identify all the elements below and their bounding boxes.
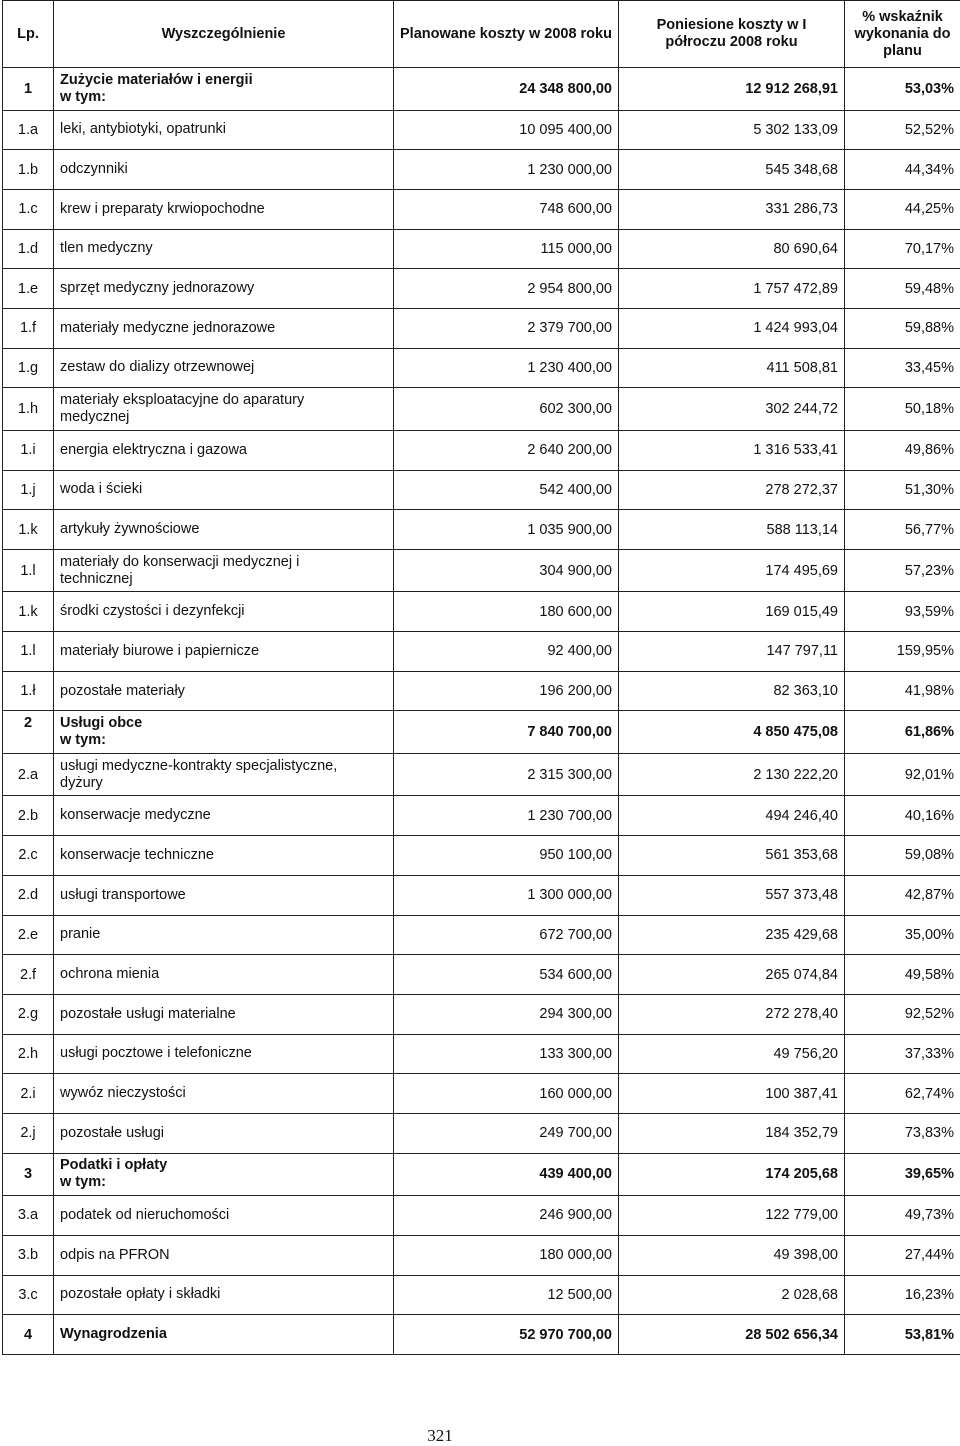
- cell-exec: 174 495,69: [619, 549, 845, 592]
- cell-name-line: krew i preparaty krwiopochodne: [60, 201, 387, 218]
- header-pct: % wskaźnik wykonania do planu: [845, 1, 960, 68]
- page-number: 321: [0, 1426, 880, 1446]
- cell-plan: 1 230 000,00: [394, 150, 619, 190]
- table-row: [3, 510, 960, 550]
- cell-pct: 73,83%: [845, 1113, 960, 1153]
- cell-name: [54, 150, 394, 190]
- cell-name: [54, 711, 394, 754]
- cell-lp: 2.e: [3, 915, 54, 955]
- cell-pct: 35,00%: [845, 915, 960, 955]
- cell-name: [54, 1315, 394, 1355]
- cell-plan: 12 500,00: [394, 1275, 619, 1315]
- cell-name-line-2: w tym:: [60, 732, 387, 749]
- cell-exec: 272 278,40: [619, 994, 845, 1034]
- cell-exec: 331 286,73: [619, 189, 845, 229]
- cell-name-line: wywóz nieczystości: [60, 1085, 387, 1102]
- cell-exec: 80 690,64: [619, 229, 845, 269]
- cell-name-line: Wynagrodzenia: [60, 1326, 387, 1343]
- table-row: [3, 1034, 960, 1074]
- cell-name-line: pozostałe opłaty i składki: [60, 1286, 387, 1303]
- cell-name-line: leki, antybiotyki, opatrunki: [60, 121, 387, 138]
- table-row: [3, 1235, 960, 1275]
- cell-plan: 115 000,00: [394, 229, 619, 269]
- cell-plan: 160 000,00: [394, 1074, 619, 1114]
- cell-lp: 1.k: [3, 592, 54, 632]
- cell-name: [54, 1196, 394, 1236]
- cell-name-line: woda i ścieki: [60, 481, 387, 498]
- header-exec: Poniesione koszty w I półroczu 2008 roku: [619, 1, 845, 68]
- cell-exec: 174 205,68: [619, 1153, 845, 1196]
- cell-plan: 180 000,00: [394, 1235, 619, 1275]
- cell-name-line: sprzęt medyczny jednorazowy: [60, 280, 387, 297]
- cell-name-line: ochrona mienia: [60, 966, 387, 983]
- cell-lp: 3.a: [3, 1196, 54, 1236]
- cell-pct: 41,98%: [845, 671, 960, 711]
- cell-plan: 1 230 700,00: [394, 796, 619, 836]
- cell-name-line-2: w tym:: [60, 1174, 387, 1191]
- cell-plan: 294 300,00: [394, 994, 619, 1034]
- cell-name: [54, 510, 394, 550]
- table-row: [3, 388, 960, 431]
- header-lp: Lp.: [3, 1, 54, 68]
- cell-lp: 1.b: [3, 150, 54, 190]
- cell-name: [54, 915, 394, 955]
- cell-exec: 169 015,49: [619, 592, 845, 632]
- cell-name-line: usługi medyczne-kontrakty specjalistyczne,: [60, 758, 387, 775]
- cell-lp: 2.a: [3, 753, 54, 796]
- cell-pct: 33,45%: [845, 348, 960, 388]
- cell-name: [54, 1153, 394, 1196]
- table-row: [3, 308, 960, 348]
- table-row: [3, 711, 960, 754]
- cell-plan: 249 700,00: [394, 1113, 619, 1153]
- cell-name-line: Podatki i opłaty: [60, 1157, 387, 1174]
- cell-lp: 2.i: [3, 1074, 54, 1114]
- cell-lp: 1.l: [3, 549, 54, 592]
- cell-plan: 439 400,00: [394, 1153, 619, 1196]
- cell-plan: 1 300 000,00: [394, 875, 619, 915]
- cell-name: [54, 796, 394, 836]
- cell-pct: 16,23%: [845, 1275, 960, 1315]
- cell-lp: 3.b: [3, 1235, 54, 1275]
- cell-name: [54, 470, 394, 510]
- table-row: [3, 470, 960, 510]
- cell-lp: 1.e: [3, 269, 54, 309]
- cell-lp: 1.j: [3, 470, 54, 510]
- table-row: [3, 753, 960, 796]
- cell-exec: 2 130 222,20: [619, 753, 845, 796]
- cell-lp: 2.d: [3, 875, 54, 915]
- cell-name-line: usługi transportowe: [60, 887, 387, 904]
- table-row: [3, 110, 960, 150]
- table-row: [3, 994, 960, 1034]
- cell-name-line: tlen medyczny: [60, 240, 387, 257]
- cell-plan: 304 900,00: [394, 549, 619, 592]
- cell-exec: 494 246,40: [619, 796, 845, 836]
- cell-exec: 302 244,72: [619, 388, 845, 431]
- cell-exec: 82 363,10: [619, 671, 845, 711]
- cell-lp: 1.l: [3, 632, 54, 672]
- cell-lp: 1.d: [3, 229, 54, 269]
- cell-pct: 62,74%: [845, 1074, 960, 1114]
- table-row: [3, 955, 960, 995]
- cell-name-line: pranie: [60, 926, 387, 943]
- cell-name-line-2: dyżury: [60, 775, 387, 792]
- cell-exec: 2 028,68: [619, 1275, 845, 1315]
- cell-lp: 1.c: [3, 189, 54, 229]
- table-row: [3, 671, 960, 711]
- cell-plan: 2 379 700,00: [394, 308, 619, 348]
- cell-name: [54, 430, 394, 470]
- cell-plan: 748 600,00: [394, 189, 619, 229]
- cell-exec: 278 272,37: [619, 470, 845, 510]
- table-row: [3, 1113, 960, 1153]
- table-row: [3, 229, 960, 269]
- cell-plan: 133 300,00: [394, 1034, 619, 1074]
- cell-pct: 56,77%: [845, 510, 960, 550]
- cell-lp: 1.g: [3, 348, 54, 388]
- cell-name: [54, 1034, 394, 1074]
- cell-name: [54, 348, 394, 388]
- cell-name-line: pozostałe usługi: [60, 1125, 387, 1142]
- cell-name: [54, 189, 394, 229]
- cell-name: [54, 875, 394, 915]
- cell-name-line: materiały do konserwacji medycznej i: [60, 554, 387, 571]
- cell-lp: 3.c: [3, 1275, 54, 1315]
- cell-lp: 4: [3, 1315, 54, 1355]
- cell-name-line-2: w tym:: [60, 89, 387, 106]
- cell-plan: 1 035 900,00: [394, 510, 619, 550]
- cell-name: [54, 269, 394, 309]
- cell-exec: 235 429,68: [619, 915, 845, 955]
- cell-lp: 1.ł: [3, 671, 54, 711]
- table-row: [3, 269, 960, 309]
- cost-table: [2, 0, 960, 1355]
- cell-name-line: artykuły żywnościowe: [60, 521, 387, 538]
- cell-name-line: zestaw do dializy otrzewnowej: [60, 359, 387, 376]
- cell-lp: 2.g: [3, 994, 54, 1034]
- cell-name: [54, 1074, 394, 1114]
- header-name: Wyszczególnienie: [54, 1, 394, 68]
- table-row: [3, 1153, 960, 1196]
- cell-pct: 49,86%: [845, 430, 960, 470]
- cell-name: [54, 1235, 394, 1275]
- cell-pct: 39,65%: [845, 1153, 960, 1196]
- cell-exec: 147 797,11: [619, 632, 845, 672]
- cell-name: [54, 836, 394, 876]
- cell-pct: 59,08%: [845, 836, 960, 876]
- cell-lp: 1.i: [3, 430, 54, 470]
- cell-plan: 24 348 800,00: [394, 68, 619, 111]
- cell-name: [54, 632, 394, 672]
- cell-exec: 557 373,48: [619, 875, 845, 915]
- cell-lp: 3: [3, 1153, 54, 1196]
- cell-pct: 92,01%: [845, 753, 960, 796]
- cell-exec: 1 757 472,89: [619, 269, 845, 309]
- cell-plan: 542 400,00: [394, 470, 619, 510]
- cell-exec: 561 353,68: [619, 836, 845, 876]
- cell-lp: 2.j: [3, 1113, 54, 1153]
- cell-pct: 57,23%: [845, 549, 960, 592]
- cell-pct: 53,81%: [845, 1315, 960, 1355]
- cell-plan: 196 200,00: [394, 671, 619, 711]
- cell-name: [54, 753, 394, 796]
- cell-pct: 49,73%: [845, 1196, 960, 1236]
- table-row: [3, 875, 960, 915]
- cell-name-line: pozostałe materiały: [60, 683, 387, 700]
- cell-name-line: konserwacje medyczne: [60, 807, 387, 824]
- cell-plan: 2 954 800,00: [394, 269, 619, 309]
- table-row: [3, 1196, 960, 1236]
- cell-name: [54, 110, 394, 150]
- cell-pct: 42,87%: [845, 875, 960, 915]
- table-row: [3, 68, 960, 111]
- cell-pct: 92,52%: [845, 994, 960, 1034]
- cell-exec: 1 424 993,04: [619, 308, 845, 348]
- cell-name: [54, 229, 394, 269]
- cell-lp: 1: [3, 68, 54, 111]
- cell-plan: 602 300,00: [394, 388, 619, 431]
- cell-exec: 184 352,79: [619, 1113, 845, 1153]
- cell-exec: 411 508,81: [619, 348, 845, 388]
- header-row: [3, 1, 960, 68]
- cell-exec: 545 348,68: [619, 150, 845, 190]
- cell-plan: 950 100,00: [394, 836, 619, 876]
- cell-plan: 2 315 300,00: [394, 753, 619, 796]
- cell-exec: 5 302 133,09: [619, 110, 845, 150]
- cell-pct: 59,88%: [845, 308, 960, 348]
- cell-lp: 2.b: [3, 796, 54, 836]
- table-row: [3, 592, 960, 632]
- cell-name-line: podatek od nieruchomości: [60, 1207, 387, 1224]
- cell-name: [54, 1113, 394, 1153]
- cell-plan: 246 900,00: [394, 1196, 619, 1236]
- cell-exec: 100 387,41: [619, 1074, 845, 1114]
- table-row: [3, 1315, 960, 1355]
- cell-name-line: środki czystości i dezynfekcji: [60, 603, 387, 620]
- cell-name-line: energia elektryczna i gazowa: [60, 442, 387, 459]
- cell-plan: 1 230 400,00: [394, 348, 619, 388]
- table-row: [3, 915, 960, 955]
- cell-lp: 1.k: [3, 510, 54, 550]
- cell-exec: 4 850 475,08: [619, 711, 845, 754]
- cell-plan: 2 640 200,00: [394, 430, 619, 470]
- cell-name: [54, 1275, 394, 1315]
- cell-exec: 1 316 533,41: [619, 430, 845, 470]
- cell-plan: 10 095 400,00: [394, 110, 619, 150]
- table-row: [3, 549, 960, 592]
- cell-name-line: konserwacje techniczne: [60, 847, 387, 864]
- cell-lp: 2.h: [3, 1034, 54, 1074]
- cell-name-line: odczynniki: [60, 161, 387, 178]
- cell-pct: 61,86%: [845, 711, 960, 754]
- cell-pct: 52,52%: [845, 110, 960, 150]
- cell-pct: 37,33%: [845, 1034, 960, 1074]
- cell-lp: 1.h: [3, 388, 54, 431]
- cell-plan: 672 700,00: [394, 915, 619, 955]
- cell-name-line: materiały medyczne jednorazowe: [60, 320, 387, 337]
- cell-pct: 159,95%: [845, 632, 960, 672]
- cell-exec: 265 074,84: [619, 955, 845, 995]
- cell-plan: 52 970 700,00: [394, 1315, 619, 1355]
- cell-name-line: pozostałe usługi materialne: [60, 1006, 387, 1023]
- cell-pct: 44,34%: [845, 150, 960, 190]
- cell-plan: 534 600,00: [394, 955, 619, 995]
- cell-name-line: usługi pocztowe i telefoniczne: [60, 1045, 387, 1062]
- cell-plan: 7 840 700,00: [394, 711, 619, 754]
- table-row: [3, 632, 960, 672]
- cell-plan: 92 400,00: [394, 632, 619, 672]
- cell-name-line: materiały biurowe i papiernicze: [60, 643, 387, 660]
- cell-lp: 1.a: [3, 110, 54, 150]
- table-row: [3, 1275, 960, 1315]
- table-row: [3, 836, 960, 876]
- cell-pct: 53,03%: [845, 68, 960, 111]
- cell-name-line: Zużycie materiałów i energii: [60, 72, 387, 89]
- table-row: [3, 430, 960, 470]
- cell-name-line: Usługi obce: [60, 715, 387, 732]
- table-row: [3, 796, 960, 836]
- cell-lp: 1.f: [3, 308, 54, 348]
- table-row: [3, 150, 960, 190]
- cell-lp: 2.f: [3, 955, 54, 995]
- cell-exec: 122 779,00: [619, 1196, 845, 1236]
- table-row: [3, 348, 960, 388]
- cell-name: [54, 955, 394, 995]
- cell-name: [54, 388, 394, 431]
- cell-lp: 2: [3, 711, 54, 754]
- table-row: [3, 189, 960, 229]
- cell-exec: 49 398,00: [619, 1235, 845, 1275]
- cell-pct: 50,18%: [845, 388, 960, 431]
- cell-plan: 180 600,00: [394, 592, 619, 632]
- cell-name-line: odpis na PFRON: [60, 1247, 387, 1264]
- cell-lp: 2.c: [3, 836, 54, 876]
- cell-pct: 49,58%: [845, 955, 960, 995]
- cell-exec: 28 502 656,34: [619, 1315, 845, 1355]
- cell-name: [54, 994, 394, 1034]
- cell-pct: 44,25%: [845, 189, 960, 229]
- cell-name: [54, 308, 394, 348]
- cell-pct: 59,48%: [845, 269, 960, 309]
- cell-exec: 12 912 268,91: [619, 68, 845, 111]
- cell-name: [54, 68, 394, 111]
- cell-exec: 588 113,14: [619, 510, 845, 550]
- header-plan: Planowane koszty w 2008 roku: [394, 1, 619, 68]
- table-row: [3, 1074, 960, 1114]
- cell-pct: 51,30%: [845, 470, 960, 510]
- cell-pct: 27,44%: [845, 1235, 960, 1275]
- cell-pct: 93,59%: [845, 592, 960, 632]
- cell-name-line-2: medycznej: [60, 409, 387, 426]
- cell-exec: 49 756,20: [619, 1034, 845, 1074]
- cell-name-line-2: technicznej: [60, 571, 387, 588]
- cell-pct: 70,17%: [845, 229, 960, 269]
- cell-name-line: materiały eksploatacyjne do aparatury: [60, 392, 387, 409]
- cell-pct: 40,16%: [845, 796, 960, 836]
- cell-name: [54, 671, 394, 711]
- cell-name: [54, 549, 394, 592]
- cell-name: [54, 592, 394, 632]
